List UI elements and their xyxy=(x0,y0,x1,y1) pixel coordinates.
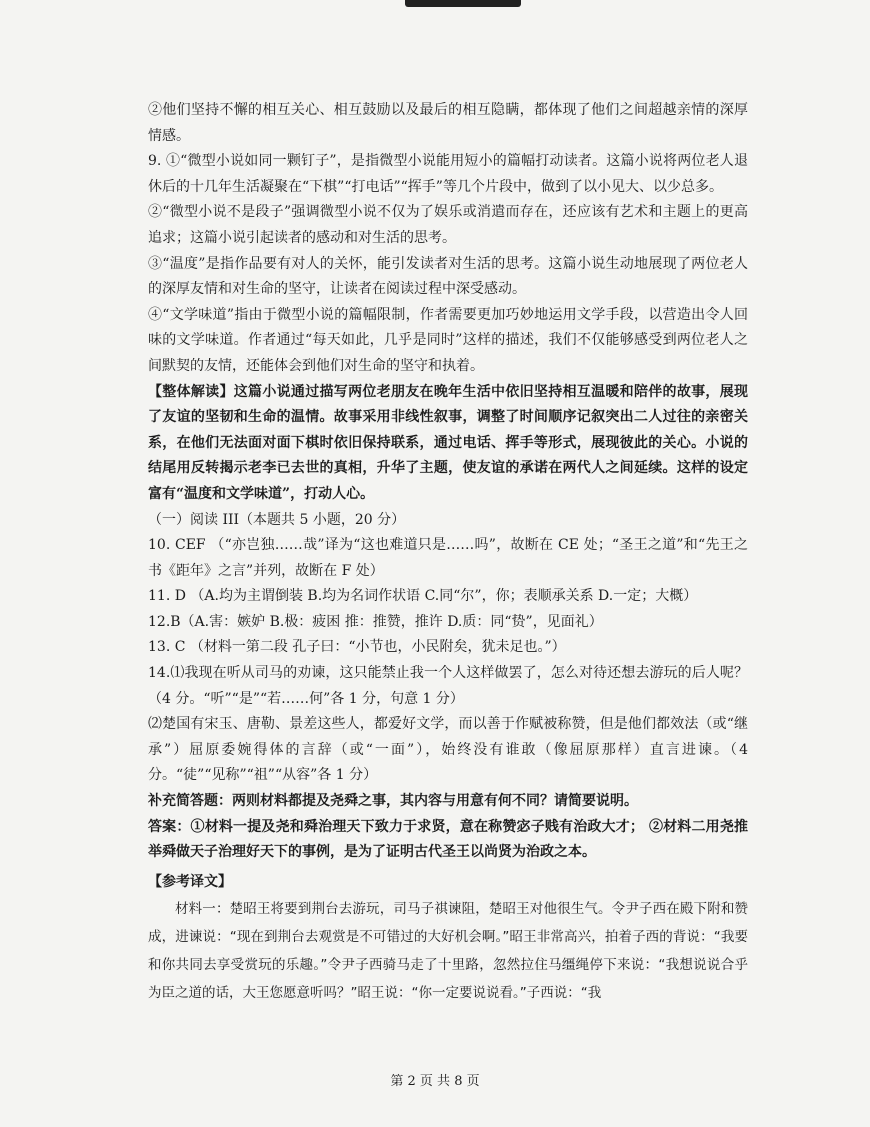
paragraph-answer-11: 11. D （A.均为主谓倒装 B.均为名词作状语 C.同“尔”，你；表顺承关系 D.一定；大概） xyxy=(148,588,698,605)
paragraph-answer-9-4: ④“文学味道”指由于微型小说的篇幅限制，作者需要更加巧妙地运用文学手段，以营造出令人回味的文学味道。作者通过“每天如此，几乎是同时”这样的描述，我们不仅能够感受到两位老人之间默契的友情，还能体会到他们对生命的坚守和执着。 xyxy=(148,306,748,374)
top-edge-mark xyxy=(405,0,521,7)
reference-translation-heading: 【参考译文】 xyxy=(148,873,232,890)
paragraph-supplementary-question: 补充简答题：两则材料都提及尧舜之事，其内容与用意有何不同？请简要说明。 xyxy=(148,793,638,810)
section-heading-reading-3: （一）阅读 III（本题共 5 小题，20 分） xyxy=(148,511,406,528)
paragraph-translation-material-1: 材料一：楚昭王将要到荆台去游玩，司马子祺谏阻，楚昭王对他很生气。令尹子西在殿下附和赞成，进谏说：“现在到荆台去观赏是不可错过的大好机会啊。”昭王非常高兴，拍着子西的背说：“我要和你共同去享受赏玩的乐趣。”令尹子西骑马走了十里路，忽然拉住马缰绳停下来说：“我想说说合乎为臣之道的话，大王您愿意听吗？”昭王说：“你一定要说说看。”子西说：“我 xyxy=(148,901,748,1002)
paragraph-supplementary-answer: 答案：①材料一提及尧和舜治理天下致力于求贤，意在称赞宓子贱有治政大才； ②材料二用尧推举舜做天子治理好天下的事例，是为了证明古代圣王以尚贤为治政之本。 xyxy=(148,818,748,861)
paragraph-answer-9-1: 9. ①“微型小说如同一颗钉子”，是指微型小说能用短小的篇幅打动读者。这篇小说将两位老人退休后的十几年生活凝聚在“下棋”“打电话”“挥手”等几个片段中，做到了以小见大、以少总多。 xyxy=(148,153,748,195)
paragraph-answer-13: 13. C （材料一第二段 孔子曰：“小节也，小民附矣，犹未足也。”） xyxy=(148,639,566,656)
paragraph-answer-9-2: ②“微型小说不是段子”强调微型小说不仅为了娱乐或消遣而存在，还应该有艺术和主题上的更高追求；这篇小说引起读者的感动和对生活的思考。 xyxy=(148,204,748,246)
document-body xyxy=(148,98,748,1007)
paragraph-answer-9-3: ③“温度”是指作品要有对人的关怀，能引发读者对生活的思考。这篇小说生动地展现了两位老人的深厚友情和对生命的坚守，让读者在阅读过程中深受感动。 xyxy=(148,255,748,298)
paragraph-answer-12: 12.B（A.害：嫉妒 B.极：疲困 推：推赞，推许 D.质：同“贽”，见面礼） xyxy=(148,613,603,630)
paragraph-overall-reading: 【整体解读】这篇小说通过描写两位老朋友在晚年生活中依旧坚持相互温暖和陪伴的故事，展现了友谊的坚韧和生命的温情。故事采用非线性叙事，调整了时间顺序记叙突出二人过往的亲密关系，在他们无法面对面下棋时依旧保持联系，通过电话、挥手等形式，展现彼此的关心。小说的结尾用反转揭示老李已去世的真相，升华了主题，使友谊的承诺在两代人之间延续。这样的设定富有“温度和文学味道”，打动人心。 xyxy=(148,383,748,502)
page-footer: 第 2 页 共 8 页 xyxy=(390,1074,480,1089)
paragraph-answer-14-2: ⑵楚国有宋玉、唐勒、景差这些人，都爱好文学，而以善于作赋被称赞，但是他们都效法（或“继承”）屈原委婉得体的言辞（或“一面”），始终没有谁敢（像屈原那样）直言进谏。（4 分。“徒”“见称”“祖”“从容”各 1 分） xyxy=(148,716,748,784)
paragraph-answer-8-2: ②他们坚持不懈的相互关心、相互鼓励以及最后的相互隐瞒，都体现了他们之间超越亲情的深厚情感。 xyxy=(148,102,748,144)
paragraph-answer-10: 10. CEF （“亦岂独……哉”译为“这也难道只是……吗”，故断在 CE 处；“圣王之道”和“先王之书《距年》之言”并列，故断在 F 处） xyxy=(148,537,748,579)
paragraph-answer-14-1: 14.⑴我现在听从司马的劝谏，这只能禁止我一个人这样做罢了，怎么对待还想去游玩的后人呢？（4 分。“听”“是”“若……何”各 1 分，句意 1 分） xyxy=(148,665,748,707)
